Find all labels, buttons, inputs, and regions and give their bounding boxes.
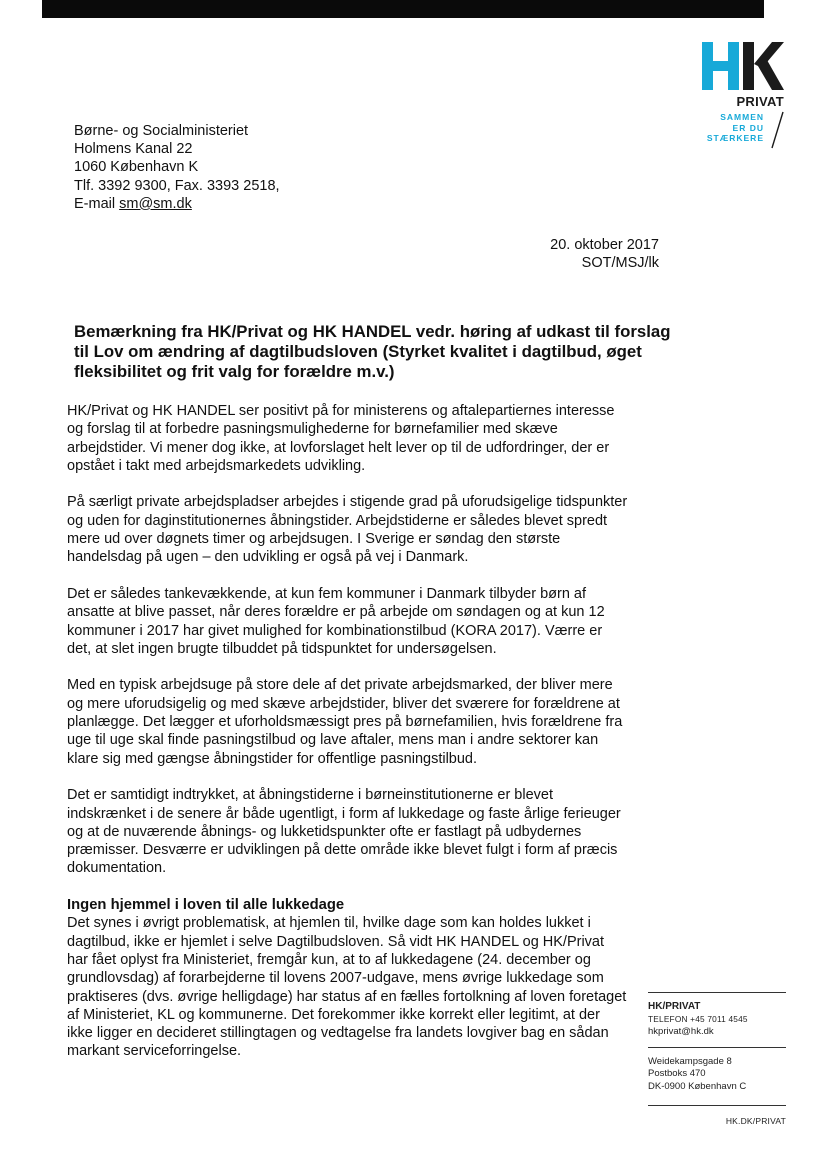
top-black-bar: [42, 0, 764, 18]
footer-email[interactable]: hkprivat@hk.dk: [648, 1025, 714, 1037]
footer-divider: [648, 992, 786, 993]
recipient-address: [74, 122, 280, 213]
footer-website[interactable]: HK.DK/PRIVAT: [725, 1116, 786, 1126]
footer-phone: TELEFON +45 7011 4545: [648, 1014, 748, 1025]
footer-address: [648, 1047, 786, 1093]
hk-logo-icon: [702, 42, 784, 90]
footer-divider: [648, 1105, 786, 1106]
logo-slogan: [707, 112, 764, 144]
paragraph-3: Det er således tankevækkende, at kun fem kommuner i Danmark tilbyder børn af ansatte at blive passet, når deres forældre er på arbejde om søndagen og at kun 12 kommuner i 2017 har givet mulighed for kombinationstilbud (KORA 2017). Værre er det, at slet ingen brugte tilbuddet på tidspunktet for undersøgelsen.: [67, 585, 605, 657]
recipient-line-1: Børne- og Socialministeriet: [74, 123, 249, 139]
footer-org: HK/PRIVAT: [648, 1001, 701, 1012]
hk-privat-logo: [702, 42, 786, 152]
paragraph-2: På særligt private arbejdspladser arbejdes i stigende grad på uforudsigelige tidspunkter og uden for daginstitutionernes åbningstider. Arbejdstiderne er således blevet spredt mere ud over døgnets timer og arbejdsugen. I Sverige er søndag den største handelsdag på ugen – den udvikling er også på vej i Danmark.: [67, 494, 628, 566]
recipient-line-4: Tlf. 3392 9300, Fax. 3393 2518,: [74, 177, 280, 194]
paragraph-5: Det er samtidigt indtrykket, at åbningstiderne i børneinstitutionerne er blevet indskrænket i de senere år både ugentligt, i form af lukkedage og faste årlige ferieuger og at de nuværende åbnings- og lukketidspunkter ofte er fastlagt på udbydernes præmisser. Desværre er udviklingen på dette område ikke blevet fulgt i form af præcis dokumentation.: [67, 787, 621, 877]
email-prefix: E-mail: [74, 195, 120, 212]
recipient-line-3: 1060 København K: [74, 159, 199, 176]
footer-web: [648, 1105, 786, 1127]
letter-body: [67, 402, 667, 1061]
recipient-email-link[interactable]: sm@sm.dk: [119, 195, 192, 212]
slogan-slash-icon: [770, 110, 784, 150]
paragraph-1: HK/Privat og HK HANDEL ser positivt på for ministerens og aftalepartiernes interesse og forslag til at forbedre pasningsmulighederne for børnefamilier med skæve arbejdstider. Vi mener dog ikke, at lovforslaget helt lever op til de udfordringer, der er opstået i takt med arbejdsmarkedets udvikling.: [67, 403, 615, 474]
slogan-line-3: STÆRKERE: [706, 133, 764, 143]
footer-divider: [648, 1047, 786, 1048]
footer-street: Weidekampsgade 8: [648, 1056, 732, 1067]
recipient-line-2: Holmens Kanal 22: [74, 141, 193, 158]
letter-date-block: [550, 236, 659, 272]
letter-reference: SOT/MSJ/lk: [581, 255, 659, 272]
footer-city: DK-0900 København C: [648, 1080, 747, 1092]
section-paragraph: Det synes i øvrigt problematisk, at hjemlen til, hvilke dage som kan holdes lukket i dagtilbud, ikke er hjemlet i selve Dagtilbudsloven. Så vidt HK HANDEL og HK/Privat har fået oplyst fra Ministeriet, fremgår kun, at to af lukkedagene (24. december og grundlovsdag) af forarbejderne til lovens 2007-udgave, mens øvrige lukkedage som praktiseres (dvs. øvrige helligdage) har status af en fælles fortolkning af loven foretaget af Ministeriet, KL og kommunerne. Det forekommer ikke korrekt eller legitimt, at der ikke ligger en decideret stillingtagen og vedtagelse fra landets lovgiver bag en sådan markant serviceforringelse.: [67, 915, 627, 1060]
footer-contact: [648, 992, 786, 1038]
logo-privat-text: PRIVAT: [736, 94, 784, 109]
slogan-line-1: SAMMEN: [720, 112, 764, 122]
letter-date: 20. oktober 2017: [550, 237, 659, 253]
section-heading: Ingen hjemmel i loven til alle lukkedage: [67, 897, 345, 914]
footer-pobox: Postboks 470: [648, 1068, 706, 1080]
slogan-line-2: ER DU: [732, 122, 764, 133]
letter-title: Bemærkning fra HK/Privat og HK HANDEL vedr. høring af udkast til forslag til Lov om ændring af dagtilbudsloven (Styrket kvalitet i dagtilbud, øget fleksibilitet og frit valg for forældre m.v.): [74, 322, 671, 381]
paragraph-4: Med en typisk arbejdsuge på store dele af det private arbejdsmarked, der bliver mere og mere uforudsigelig og med skæve arbejdstider, bliver det sværere for forældrene at planlægge. Det lægger et uforholdsmæssigt pres på børnefamilien, hvis forældrene fra uge til uge skal finde pasningstilbud og lave aftaler, mens man i andre sektorer kan klare sig med gængse åbningstider for offentlige pasningstilbud.: [67, 677, 623, 767]
recipient-email-line: [74, 195, 280, 213]
